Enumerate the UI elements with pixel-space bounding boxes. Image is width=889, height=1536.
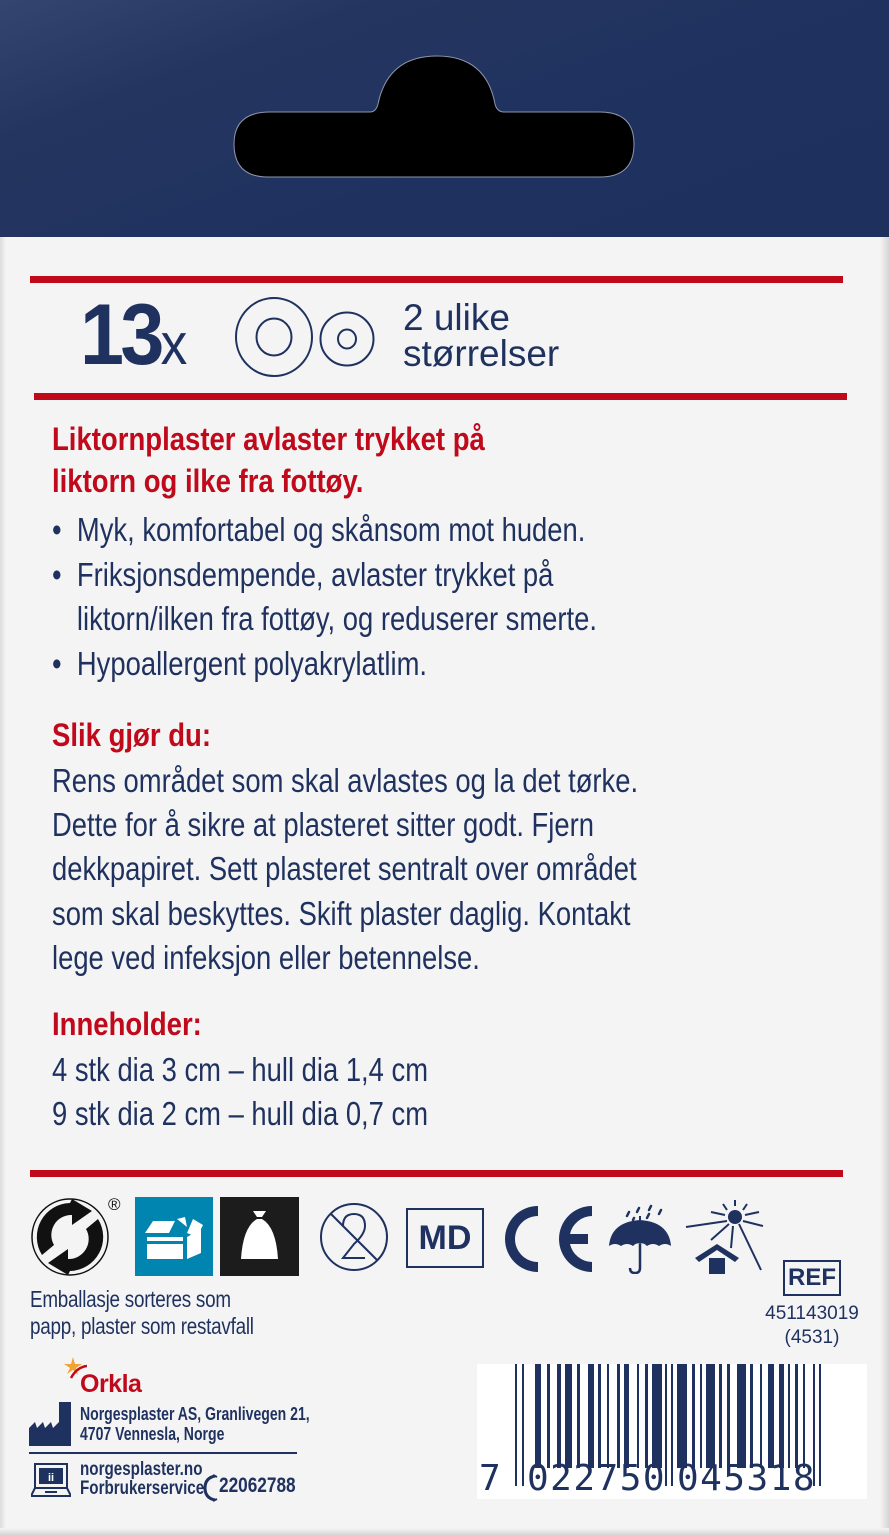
barcode-first-digit: 7: [479, 1458, 501, 1499]
divider-bottom: [30, 1170, 843, 1177]
ce-mark-icon: [502, 1204, 594, 1274]
cardboard-recycling-icon: [135, 1197, 213, 1276]
count-number: 13: [80, 287, 161, 383]
count-suffix: x: [160, 312, 188, 377]
instructions-line: lege ved infeksjon eller betennelse.: [52, 938, 480, 976]
right-edge-shadow: [880, 237, 889, 1536]
sizes-line-2: størrelser: [403, 333, 560, 374]
feature-item: [52, 642, 597, 687]
sizes-label: [403, 297, 560, 374]
phone-number[interactable]: 22062788: [219, 1474, 296, 1497]
ean-barcode: [477, 1364, 867, 1499]
recycling-instructions: [30, 1286, 254, 1340]
ref-code: (4531): [784, 1327, 840, 1348]
orkla-logo: Orkla: [80, 1370, 142, 1398]
bullet-icon: •: [52, 555, 62, 593]
manufacturer-address: [80, 1404, 310, 1444]
instructions-line: Dette for å sikre at plasteret sitter godt. Fjern: [52, 806, 594, 844]
feature-text: Myk, komfortabel og skånsom mot huden.: [76, 511, 586, 548]
feature-list: [52, 508, 597, 686]
recycling-line-2: papp, plaster som restavfall: [30, 1313, 254, 1339]
divider-top: [30, 276, 843, 283]
consumer-service-label: Forbrukerservice: [80, 1478, 205, 1499]
consumer-contact: [80, 1460, 204, 1498]
sizes-line-1: 2 ulike: [403, 297, 510, 338]
instructions-line: som skal beskyttes. Skift plaster daglig. Kontakt: [52, 894, 631, 932]
residual-waste-icon: [220, 1197, 299, 1276]
barcode-right-group: 045318: [677, 1458, 817, 1499]
ref-number: 451143019: [765, 1303, 859, 1324]
laptop-info-icon: [31, 1463, 71, 1499]
feature-text: Hypoallergent polyakrylatlim.: [76, 644, 428, 682]
divider-summary: [34, 393, 847, 400]
bullet-icon: •: [52, 511, 62, 548]
bullet-icon: •: [52, 644, 62, 682]
svg-text:ii: ii: [47, 1472, 55, 1484]
keep-dry-icon: [607, 1198, 673, 1274]
manufacturer-factory-icon: [29, 1402, 71, 1446]
feature-text-continued: liktorn/ilken fra fottøy, og reduserer smerte.: [76, 600, 597, 637]
left-edge-shadow: [0, 237, 6, 1536]
instructions-text: [52, 759, 638, 980]
ref-label-box: REF: [783, 1260, 841, 1296]
phone-icon: [203, 1474, 219, 1502]
green-dot-icon: [30, 1197, 112, 1277]
piece-count: [80, 287, 188, 383]
product-headline: [52, 418, 485, 502]
instructions-line: dekkpapiret. Sett plasteret sentralt over området: [52, 850, 637, 888]
registered-mark: ®: [108, 1195, 121, 1214]
medical-device-icon: MD: [406, 1208, 484, 1268]
address-line-2: 4707 Vennesla, Norge: [80, 1424, 225, 1444]
barcode-left-group: 022750: [527, 1458, 667, 1499]
feature-item: [52, 508, 597, 553]
contents-line: 4 stk dia 3 cm – hull dia 1,4 cm: [52, 1051, 429, 1088]
contents-line: 9 stk dia 2 cm – hull dia 0,7 cm: [52, 1095, 429, 1133]
contents-title: Inneholder:: [52, 1006, 202, 1042]
contents-list: [52, 1048, 428, 1136]
manufacturer-divider: [29, 1452, 297, 1454]
address-line-1: Norgesplaster AS, Granlivegen 21,: [80, 1404, 310, 1424]
website-link[interactable]: norgesplaster.no: [80, 1459, 203, 1480]
bottom-edge-shadow: [0, 1528, 889, 1536]
two-ring-sizes-icon: [234, 296, 379, 378]
feature-text: Friksjonsdempende, avlaster trykket på: [76, 555, 554, 593]
keep-away-from-sunlight-icon: [685, 1200, 767, 1276]
recycling-line-1: Emballasje sorteres som: [30, 1286, 231, 1312]
instructions-title: Slik gjør du:: [52, 717, 212, 753]
do-not-reuse-icon: [319, 1202, 389, 1272]
headline-line-1: Liktornplaster avlaster trykket på: [52, 421, 485, 457]
hang-hole: [0, 0, 889, 237]
instructions-line: Rens området som skal avlastes og la det tørke.: [52, 762, 639, 799]
headline-line-2: liktorn og ilke fra fottøy.: [52, 463, 364, 499]
feature-item: [52, 553, 597, 598]
